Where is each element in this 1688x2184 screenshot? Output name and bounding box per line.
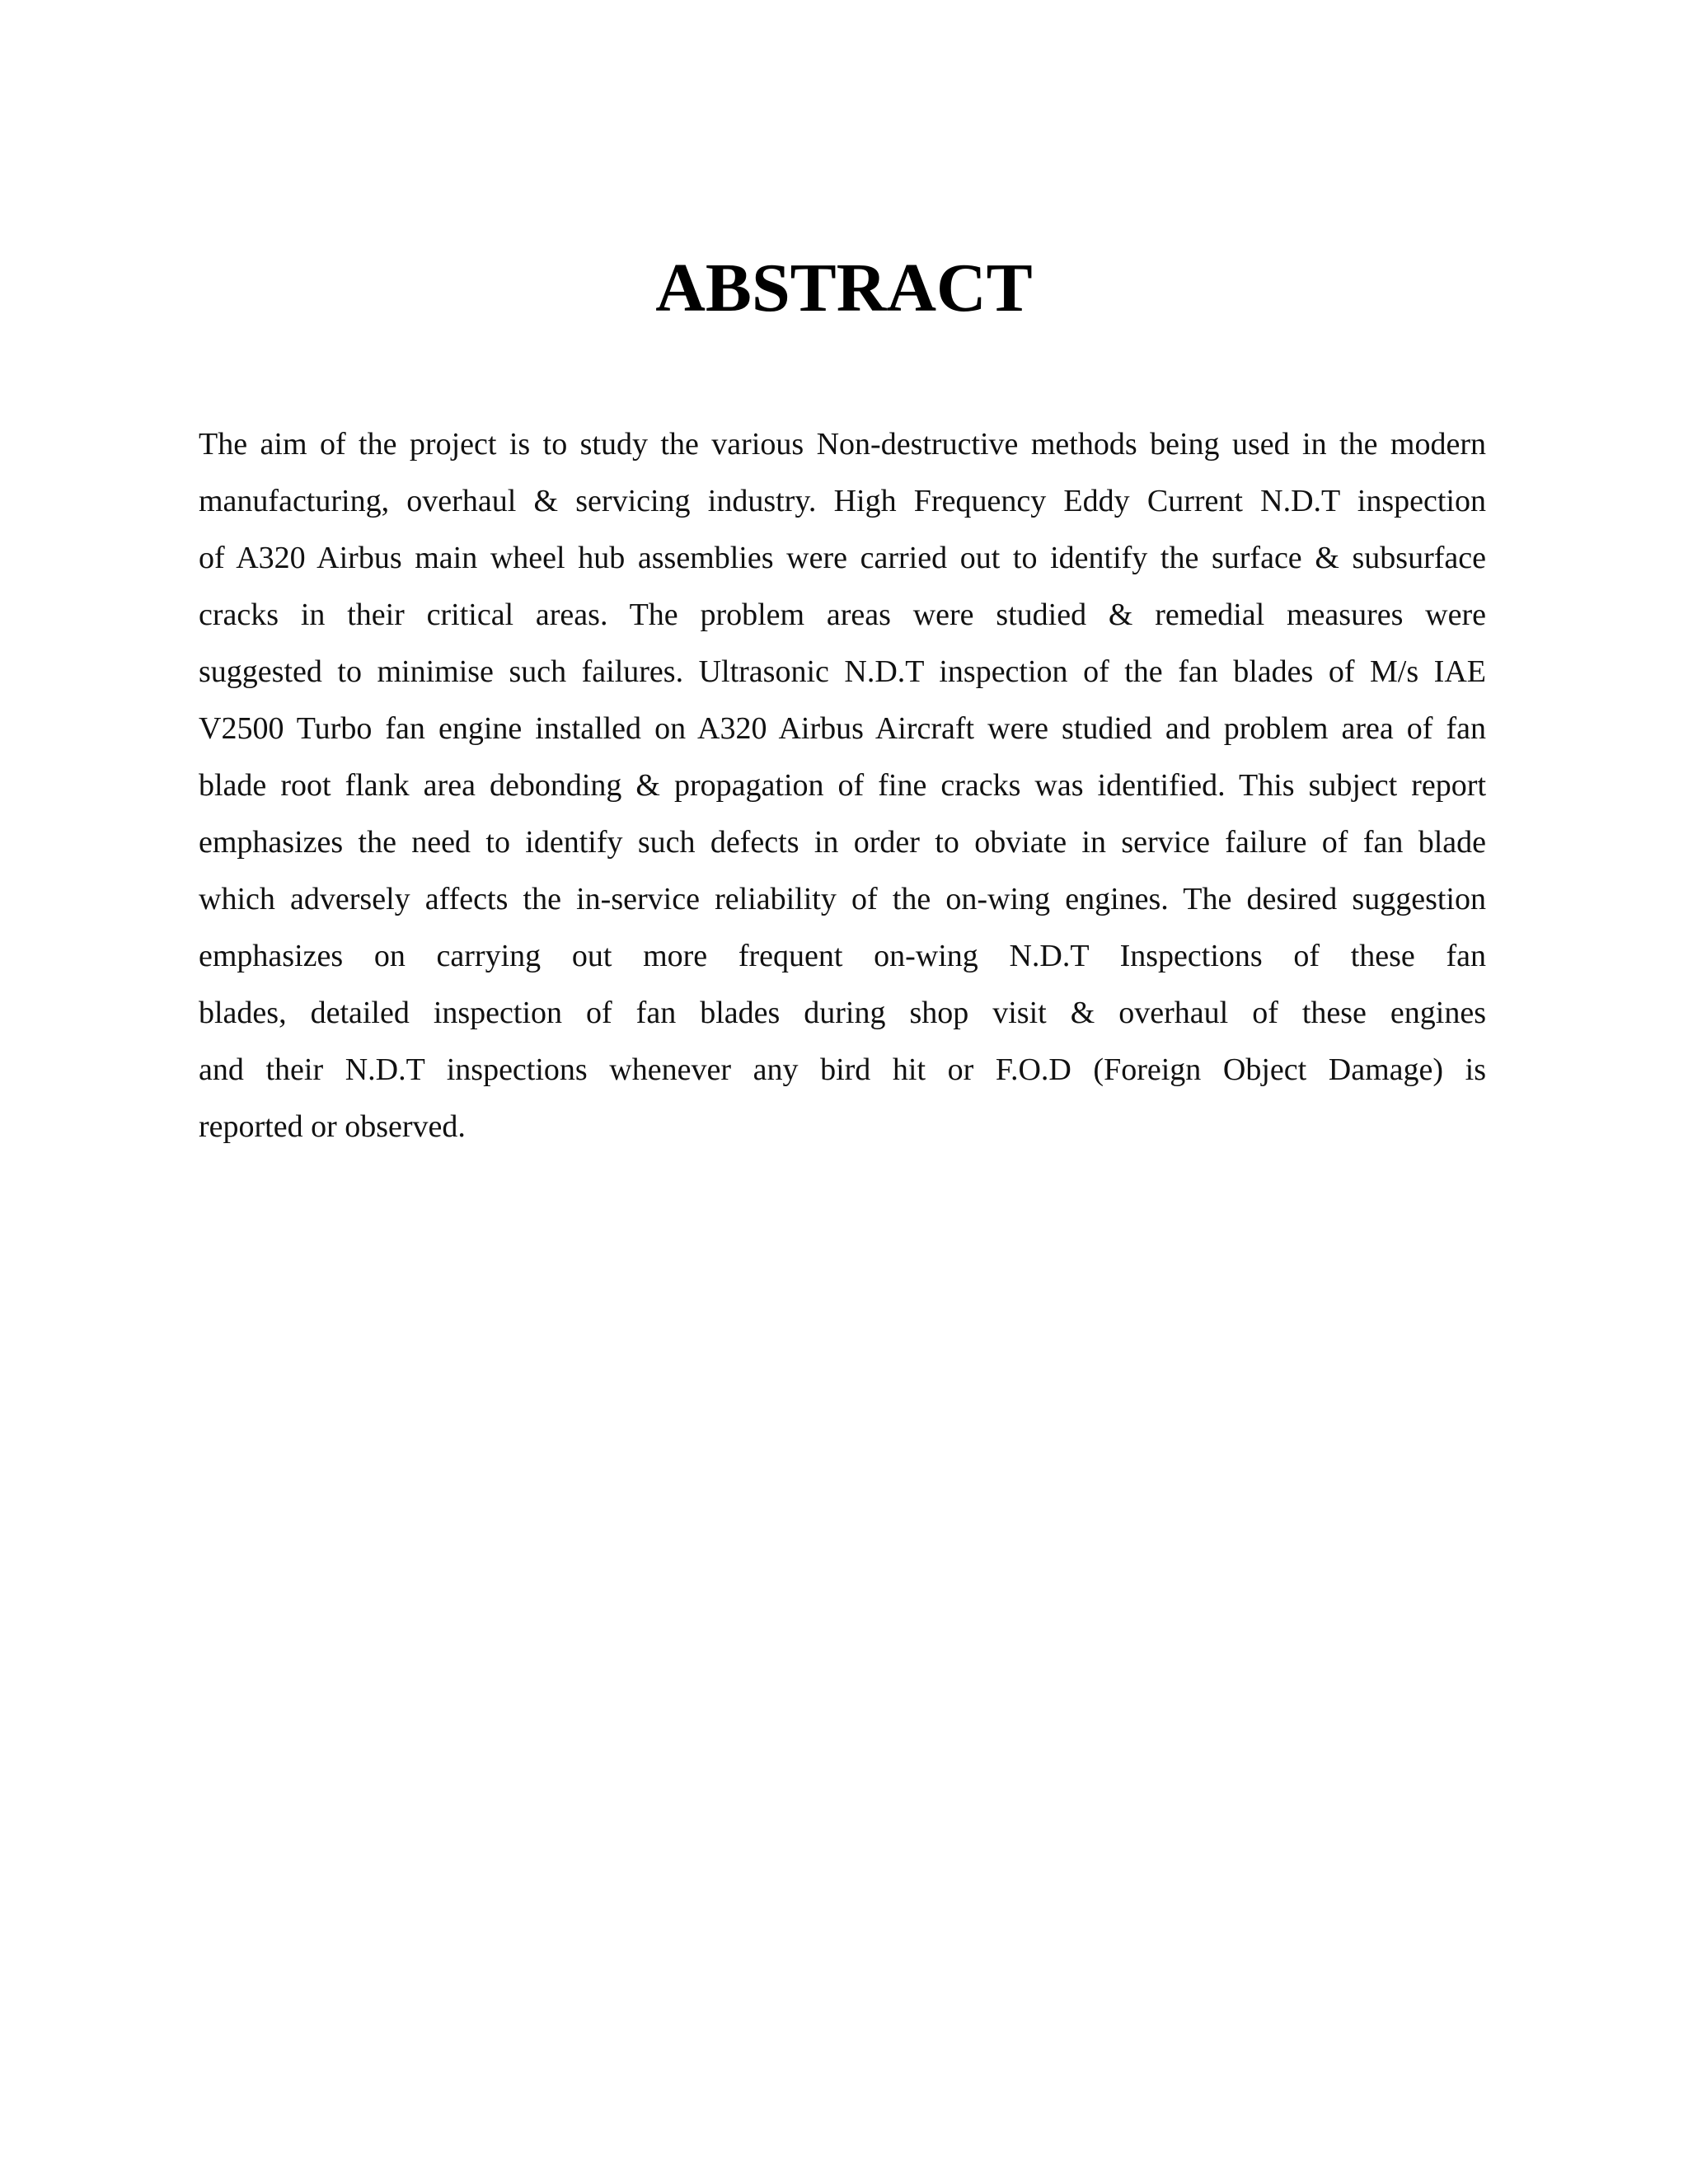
- abstract-line: reported or observed.: [199, 1109, 466, 1144]
- abstract-line: V2500 Turbo fan engine installed on A320 Airbus Aircraft were studied and problem area of fan: [199, 711, 1486, 746]
- abstract-line: suggested to minimise such failures. Ultrasonic N.D.T inspection of the fan blades of M/s IAE: [199, 654, 1486, 689]
- abstract-line: of A320 Airbus main wheel hub assemblies were carried out to identify the surface & subsurface: [199, 541, 1486, 575]
- abstract-line: emphasizes on carrying out more frequent on-wing N.D.T Inspections of these fan: [199, 939, 1486, 973]
- abstract-line: blade root flank area debonding & propagation of fine cracks was identified. This subject report: [199, 768, 1486, 803]
- abstract-line: blades, detailed inspection of fan blades during shop visit & overhaul of these engines: [199, 996, 1486, 1030]
- abstract-line: emphasizes the need to identify such defects in order to obviate in service failure of fan blade: [199, 825, 1486, 860]
- abstract-line: and their N.D.T inspections whenever any bird hit or F.O.D (Foreign Object Damage) is: [199, 1052, 1486, 1087]
- abstract-line: cracks in their critical areas. The problem areas were studied & remedial measures were: [199, 598, 1486, 632]
- page-title: ABSTRACT: [655, 250, 1033, 326]
- abstract-paragraph: [199, 416, 1486, 1155]
- abstract-line: which adversely affects the in-service reliability of the on-wing engines. The desired suggestion: [199, 882, 1486, 916]
- abstract-line: manufacturing, overhaul & servicing industry. High Frequency Eddy Current N.D.T inspection: [199, 484, 1486, 518]
- abstract-line: The aim of the project is to study the various Non-destructive methods being used in the modern: [199, 427, 1486, 462]
